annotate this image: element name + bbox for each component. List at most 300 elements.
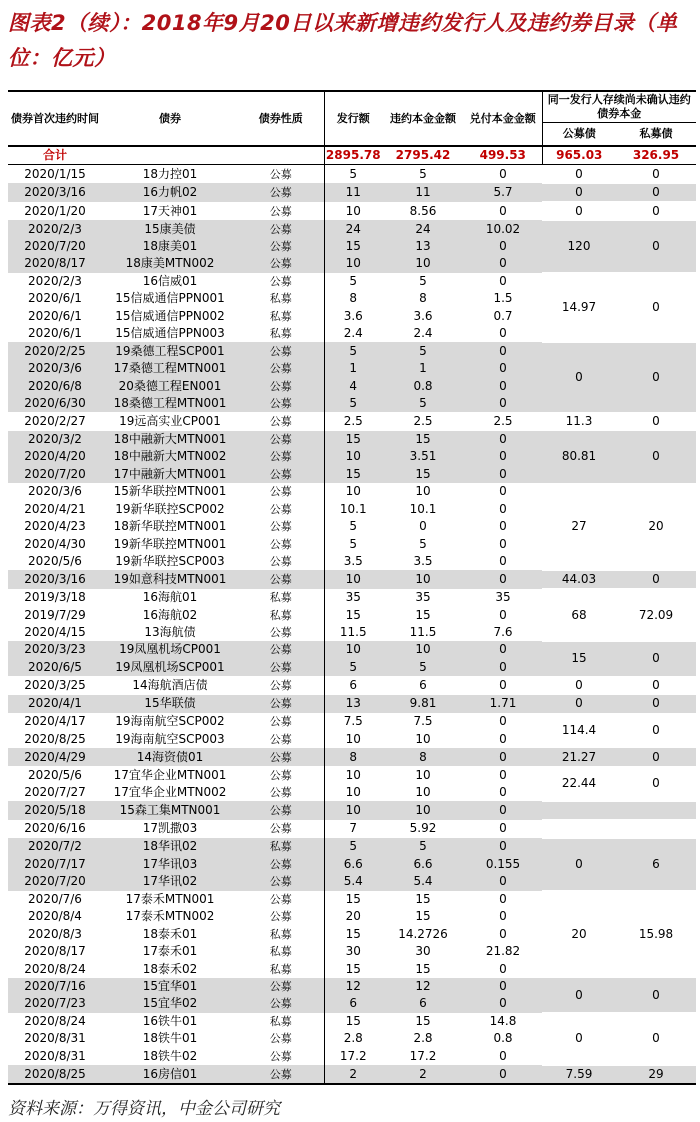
issue-cell: 5 [349, 536, 358, 551]
default-cell: 5 [382, 342, 464, 359]
group-private-cell: 20 [616, 483, 696, 570]
date-cell: 2020/7/17 [8, 856, 102, 873]
default-cell: 3.51 [382, 448, 464, 465]
default-cell: 10 [415, 785, 431, 800]
paid-cell: 0 [464, 873, 542, 890]
bond-cell: 18铁牛02 [142, 1048, 198, 1063]
paid-cell: 0 [464, 748, 542, 766]
issue-cell: 11 [324, 183, 382, 201]
group-public-cell: 7.59 [542, 1065, 616, 1084]
nature-cell: 公募 [238, 1065, 324, 1084]
table-row [8, 570, 696, 588]
group-private-cell: 0 [616, 431, 696, 483]
date-cell: 2020/5/6 [28, 554, 82, 569]
bond-cell: 19新华联控SCP003 [115, 554, 225, 569]
table-row [8, 801, 696, 819]
default-cell: 11 [382, 183, 464, 201]
paid-cell: 21.82 [485, 944, 521, 959]
default-cell: 5 [382, 659, 464, 676]
bond-cell: 16铁牛01 [142, 1013, 198, 1028]
bond-cell: 17桑德工程MTN001 [102, 360, 238, 377]
default-cell: 6 [382, 995, 464, 1012]
table-row [8, 641, 696, 658]
paid-cell: 35 [495, 590, 511, 605]
paid-cell: 0.155 [464, 856, 542, 873]
paid-cell: 0 [464, 431, 542, 448]
date-cell: 2020/8/17 [8, 255, 102, 272]
nature-cell: 公募 [238, 784, 324, 801]
issue-cell: 15 [324, 466, 382, 483]
issue-cell: 5 [349, 519, 358, 534]
date-cell: 2020/7/20 [8, 873, 102, 890]
bond-cell: 15新华联控MTN001 [113, 484, 227, 499]
paid-cell: 1.5 [493, 291, 513, 306]
issue-cell: 10 [345, 203, 361, 218]
total-issue: 2895.78 [324, 146, 382, 165]
nature-cell: 私募 [238, 589, 324, 606]
paid-cell: 0 [499, 519, 507, 534]
group-private-cell: 15.98 [616, 891, 696, 978]
issue-cell: 10 [324, 570, 382, 588]
paid-cell: 0 [499, 326, 507, 341]
default-cell: 9.81 [382, 695, 464, 713]
bond-cell: 15信威通信PPN002 [115, 308, 225, 323]
date-cell: 2019/7/29 [24, 607, 86, 622]
nature-cell: 公募 [238, 891, 324, 908]
header-nature: 债券性质 [238, 91, 324, 146]
default-cell: 17.2 [409, 1048, 437, 1063]
group-public-cell: 80.81 [542, 431, 616, 483]
date-cell: 2020/1/20 [24, 203, 86, 218]
issue-cell: 5 [324, 395, 382, 412]
issue-cell: 5 [324, 838, 382, 855]
group-private-cell: 0 [616, 412, 696, 430]
header-first-default-time: 债券首次违约时间 [8, 91, 102, 146]
nature-cell: 公募 [238, 856, 324, 873]
paid-cell: 1.71 [464, 695, 542, 713]
default-cell: 2 [382, 1065, 464, 1084]
paid-cell: 0 [464, 978, 542, 995]
date-cell: 2020/6/5 [8, 659, 102, 676]
date-cell: 2020/3/6 [28, 484, 82, 499]
issue-cell: 10 [345, 767, 361, 782]
default-cell: 0 [419, 519, 427, 534]
nature-cell: 私募 [238, 925, 324, 942]
header-issue-amount: 发行额 [324, 91, 382, 146]
issue-cell: 8 [324, 748, 382, 766]
group-private-cell [616, 820, 696, 838]
nature-cell: 公募 [238, 676, 324, 694]
bond-cell: 17华讯02 [102, 873, 238, 890]
bond-cell: 19凤凰机场SCP001 [102, 659, 238, 676]
issue-cell: 10 [324, 448, 382, 465]
group-public-cell: 0 [542, 165, 616, 183]
bond-cell: 18力控01 [142, 166, 198, 181]
group-private-cell: 0 [616, 748, 696, 766]
bond-cell: 18中融新大MTN002 [102, 448, 238, 465]
group-public-cell: 27 [542, 483, 616, 570]
bond-cell: 19海南航空SCP002 [115, 714, 225, 729]
bond-cell: 19如意科技MTN001 [102, 570, 238, 588]
table-body [8, 146, 696, 1084]
date-cell: 2020/4/29 [8, 748, 102, 766]
group-private-cell: 0 [616, 641, 696, 676]
date-cell: 2020/8/4 [28, 909, 82, 924]
paid-cell: 0 [499, 536, 507, 551]
total-private: 326.95 [616, 146, 696, 165]
total-default: 2795.42 [382, 146, 464, 165]
default-cell: 15 [382, 431, 464, 448]
nature-cell: 公募 [238, 255, 324, 272]
nature-cell: 公募 [238, 360, 324, 377]
total-paid: 499.53 [464, 146, 542, 165]
date-cell: 2020/4/23 [24, 519, 86, 534]
nature-cell: 公募 [238, 448, 324, 465]
paid-cell: 0 [464, 1065, 542, 1084]
date-cell: 2020/7/6 [28, 891, 82, 906]
bond-cell: 18泰禾01 [142, 926, 198, 941]
bond-cell: 17宜华企业MTN001 [113, 767, 227, 782]
issue-cell: 4 [324, 377, 382, 394]
issue-cell: 24 [324, 220, 382, 237]
group-public-cell: 0 [542, 1013, 616, 1065]
issue-cell: 7 [349, 821, 358, 836]
default-cell: 10.1 [409, 501, 437, 516]
date-cell: 2019/3/18 [24, 590, 86, 605]
table-row [8, 589, 696, 606]
nature-cell: 公募 [238, 202, 324, 220]
header-bond: 债券 [102, 91, 238, 146]
date-cell: 2020/3/6 [8, 360, 102, 377]
paid-cell: 0 [499, 961, 507, 976]
date-cell: 2020/4/17 [24, 714, 86, 729]
table-row [8, 1065, 696, 1084]
group-private-cell: 0 [616, 713, 696, 748]
issue-cell: 35 [345, 590, 361, 605]
group-private-cell: 0 [616, 202, 696, 220]
issue-cell: 2.8 [343, 1031, 363, 1046]
paid-cell: 0 [499, 273, 507, 288]
group-public-cell: 0 [542, 978, 616, 1013]
date-cell: 2020/6/16 [24, 821, 86, 836]
nature-cell: 公募 [238, 238, 324, 255]
header-default-principal: 违约本金金额 [382, 91, 464, 146]
table-row [8, 273, 696, 290]
default-cell: 24 [382, 220, 464, 237]
nature-cell: 公募 [238, 466, 324, 483]
default-cell: 5 [419, 166, 427, 181]
nature-cell: 私募 [238, 943, 324, 960]
date-cell: 2020/8/24 [24, 1013, 86, 1028]
date-cell: 2020/7/16 [8, 978, 102, 995]
table-row [8, 748, 696, 766]
table-row [8, 713, 696, 730]
group-public-cell: 68 [542, 589, 616, 641]
nature-cell: 私募 [238, 290, 324, 307]
nature-cell: 公募 [238, 1048, 324, 1065]
bond-cell: 17泰禾MTN002 [125, 909, 215, 924]
issue-cell: 6.6 [324, 856, 382, 873]
issue-cell: 10 [324, 255, 382, 272]
default-cell: 14.2726 [398, 926, 448, 941]
nature-cell: 公募 [238, 377, 324, 394]
date-cell: 2020/7/20 [8, 238, 102, 255]
bond-cell: 19海南航空SCP003 [115, 731, 225, 746]
nature-cell: 私募 [238, 606, 324, 623]
bond-cell: 19新华联控SCP002 [115, 501, 225, 516]
date-cell: 2020/3/16 [8, 183, 102, 201]
nature-cell: 公募 [238, 695, 324, 713]
default-cell: 15 [382, 466, 464, 483]
bond-cell: 18康美01 [102, 238, 238, 255]
default-cell: 5 [382, 838, 464, 855]
paid-cell: 0 [464, 377, 542, 394]
issue-cell: 10.1 [339, 501, 367, 516]
figure-title: 图表2（续）：2018年9月20日以来新增违约发行人及违约券目录（单位：亿元） [8, 11, 678, 70]
group-private-cell: 0 [616, 165, 696, 183]
paid-cell: 7.6 [493, 624, 513, 639]
paid-cell: 0 [464, 801, 542, 819]
default-cell: 8 [419, 291, 427, 306]
issue-cell: 15 [345, 607, 361, 622]
bond-cell: 15宜华01 [102, 978, 238, 995]
paid-cell: 0 [499, 926, 507, 941]
issue-cell: 6 [349, 677, 358, 692]
issue-cell: 1 [324, 360, 382, 377]
paid-cell: 0 [499, 554, 507, 569]
nature-cell: 公募 [238, 766, 324, 783]
nature-cell: 公募 [238, 820, 324, 838]
group-public-cell: 14.97 [542, 273, 616, 343]
nature-cell: 公募 [238, 641, 324, 658]
issue-cell: 2.5 [343, 414, 363, 429]
default-cell: 10 [382, 570, 464, 588]
group-private-cell: 0 [616, 695, 696, 713]
issue-cell: 15 [345, 961, 361, 976]
default-cell: 5 [382, 395, 464, 412]
default-cell: 3.5 [413, 554, 433, 569]
paid-cell: 0 [464, 448, 542, 465]
paid-cell: 0 [464, 238, 542, 255]
date-cell: 2020/4/15 [24, 624, 86, 639]
paid-cell: 0 [499, 166, 507, 181]
table-row [8, 978, 696, 995]
date-cell: 2020/2/27 [24, 414, 86, 429]
default-cell: 7.5 [413, 714, 433, 729]
default-cell: 3.6 [413, 308, 433, 323]
date-cell: 2020/6/30 [8, 395, 102, 412]
date-cell: 2020/2/3 [28, 273, 82, 288]
group-private-cell: 0 [616, 342, 696, 412]
nature-cell: 公募 [238, 570, 324, 588]
default-cell: 10 [415, 767, 431, 782]
default-cell: 8 [382, 748, 464, 766]
date-cell: 2020/8/31 [24, 1048, 86, 1063]
default-cell: 10 [415, 484, 431, 499]
table-row [8, 183, 696, 201]
default-cell: 6.6 [382, 856, 464, 873]
paid-cell: 0 [499, 1048, 507, 1063]
default-bond-table-container [8, 90, 696, 1085]
table-row [8, 202, 696, 220]
bond-cell: 16信威01 [142, 273, 198, 288]
paid-cell: 0 [499, 484, 507, 499]
date-cell: 2020/5/18 [8, 801, 102, 819]
bond-cell: 15宜华02 [102, 995, 238, 1012]
default-cell: 2.4 [413, 326, 433, 341]
bond-cell: 19桑德工程SCP001 [102, 342, 238, 359]
bond-cell: 15康美债 [102, 220, 238, 237]
nature-cell: 公募 [238, 908, 324, 925]
default-cell: 5 [419, 536, 427, 551]
issue-cell: 10 [345, 484, 361, 499]
paid-cell: 0 [464, 360, 542, 377]
issue-cell: 12 [324, 978, 382, 995]
paid-cell: 0 [464, 255, 542, 272]
bond-cell: 17天神01 [142, 203, 198, 218]
issue-cell: 3.6 [343, 308, 363, 323]
issue-cell: 6 [324, 995, 382, 1012]
date-cell: 2020/5/6 [28, 767, 82, 782]
issue-cell: 8 [349, 291, 358, 306]
nature-cell: 公募 [238, 220, 324, 237]
paid-cell: 0 [499, 891, 507, 906]
bond-cell: 15信威通信PPN001 [115, 291, 225, 306]
paid-cell: 0 [499, 501, 507, 516]
date-cell: 2020/8/3 [28, 926, 82, 941]
date-cell: 2020/8/24 [24, 961, 86, 976]
default-cell: 8.56 [409, 203, 437, 218]
date-cell: 2020/8/31 [24, 1031, 86, 1046]
date-cell: 2020/4/30 [24, 536, 86, 551]
table-header [8, 91, 696, 146]
nature-cell: 公募 [238, 518, 324, 535]
bond-cell: 19远高实业CP001 [119, 414, 221, 429]
bond-cell: 17泰禾MTN001 [125, 891, 215, 906]
group-public-cell: 120 [542, 220, 616, 272]
bond-cell: 18康美MTN002 [102, 255, 238, 272]
table-row [8, 431, 696, 448]
paid-cell: 0 [499, 821, 507, 836]
date-cell: 2020/6/8 [8, 377, 102, 394]
nature-cell: 公募 [238, 483, 324, 500]
date-cell: 2020/2/3 [8, 220, 102, 237]
group-private-cell: 6 [616, 838, 696, 890]
issue-cell: 15 [345, 926, 361, 941]
bond-cell: 18华讯02 [102, 838, 238, 855]
table-row [8, 838, 696, 855]
nature-cell: 公募 [238, 501, 324, 518]
paid-cell: 14.8 [489, 1013, 517, 1028]
nature-cell: 公募 [238, 748, 324, 766]
bond-cell: 16房信01 [102, 1065, 238, 1084]
issue-cell: 17.2 [339, 1048, 367, 1063]
source-note: 资料来源：万得资讯，中金公司研究 [8, 1099, 280, 1119]
default-cell: 15 [415, 891, 431, 906]
paid-cell: 0 [464, 570, 542, 588]
issue-cell: 15 [324, 431, 382, 448]
nature-cell: 公募 [238, 165, 324, 183]
header-group: 同一发行人存续尚未确认违约债券本金 [542, 91, 696, 122]
group-private-cell: 0 [616, 273, 696, 343]
bond-cell: 15华联债 [102, 695, 238, 713]
bond-cell: 16力帆02 [102, 183, 238, 201]
paid-cell: 0 [464, 995, 542, 1012]
group-private-cell: 0 [616, 1013, 696, 1065]
default-cell: 5 [419, 273, 427, 288]
bond-cell: 13海航债 [144, 624, 196, 639]
date-cell: 2020/4/21 [24, 501, 86, 516]
default-cell: 5.4 [382, 873, 464, 890]
nature-cell: 公募 [238, 395, 324, 412]
nature-cell: 公募 [238, 730, 324, 747]
nature-cell: 公募 [238, 873, 324, 890]
date-cell: 2020/6/1 [28, 308, 82, 323]
issue-cell: 3.5 [343, 554, 363, 569]
group-public-cell: 0 [542, 183, 616, 201]
paid-cell: 0 [464, 395, 542, 412]
default-cell: 30 [415, 944, 431, 959]
group-public-cell: 11.3 [542, 412, 616, 430]
date-cell: 2020/8/17 [24, 944, 86, 959]
issue-cell: 15 [345, 891, 361, 906]
paid-cell: 10.02 [464, 220, 542, 237]
bond-cell: 17中融新大MTN001 [102, 466, 238, 483]
paid-cell: 0 [499, 767, 507, 782]
group-public-cell: 114.4 [542, 713, 616, 748]
date-cell: 2020/7/2 [8, 838, 102, 855]
date-cell: 2020/7/27 [24, 785, 86, 800]
date-cell: 2020/4/20 [8, 448, 102, 465]
date-cell: 2020/6/1 [28, 326, 82, 341]
group-private-cell: 0 [616, 183, 696, 201]
paid-cell: 0 [499, 607, 507, 622]
paid-cell: 0 [464, 342, 542, 359]
date-cell: 2020/7/20 [8, 466, 102, 483]
default-cell: 12 [382, 978, 464, 995]
bond-cell: 18中融新大MTN001 [102, 431, 238, 448]
table-row [8, 676, 696, 694]
bond-cell: 16海航02 [142, 607, 198, 622]
total-label: 合计 [8, 146, 102, 165]
group-public-cell [542, 820, 616, 838]
group-public-cell: 22.44 [542, 766, 616, 801]
nature-cell: 公募 [238, 659, 324, 676]
default-cell: 5.92 [409, 821, 437, 836]
default-cell: 10 [382, 255, 464, 272]
issue-cell: 2.4 [343, 326, 363, 341]
date-cell: 2020/7/23 [8, 995, 102, 1012]
bond-cell: 18泰禾02 [142, 961, 198, 976]
bond-cell: 17宜华企业MTN002 [113, 785, 227, 800]
paid-cell: 0 [499, 677, 507, 692]
group-private-cell: 0 [616, 766, 696, 801]
issue-cell: 7.5 [343, 714, 363, 729]
paid-cell: 0 [499, 909, 507, 924]
date-cell: 2020/8/25 [8, 1065, 102, 1084]
date-cell: 2020/3/16 [8, 570, 102, 588]
bond-cell: 14海资债01 [102, 748, 238, 766]
group-private-cell: 29 [616, 1065, 696, 1084]
group-public-cell [542, 801, 616, 819]
paid-cell: 0 [464, 641, 542, 658]
date-cell: 2020/6/1 [28, 291, 82, 306]
paid-cell: 0 [464, 659, 542, 676]
group-private-cell: 0 [616, 570, 696, 588]
bond-cell: 17凯撒03 [142, 821, 198, 836]
issue-cell: 5 [324, 342, 382, 359]
default-cell: 13 [382, 238, 464, 255]
